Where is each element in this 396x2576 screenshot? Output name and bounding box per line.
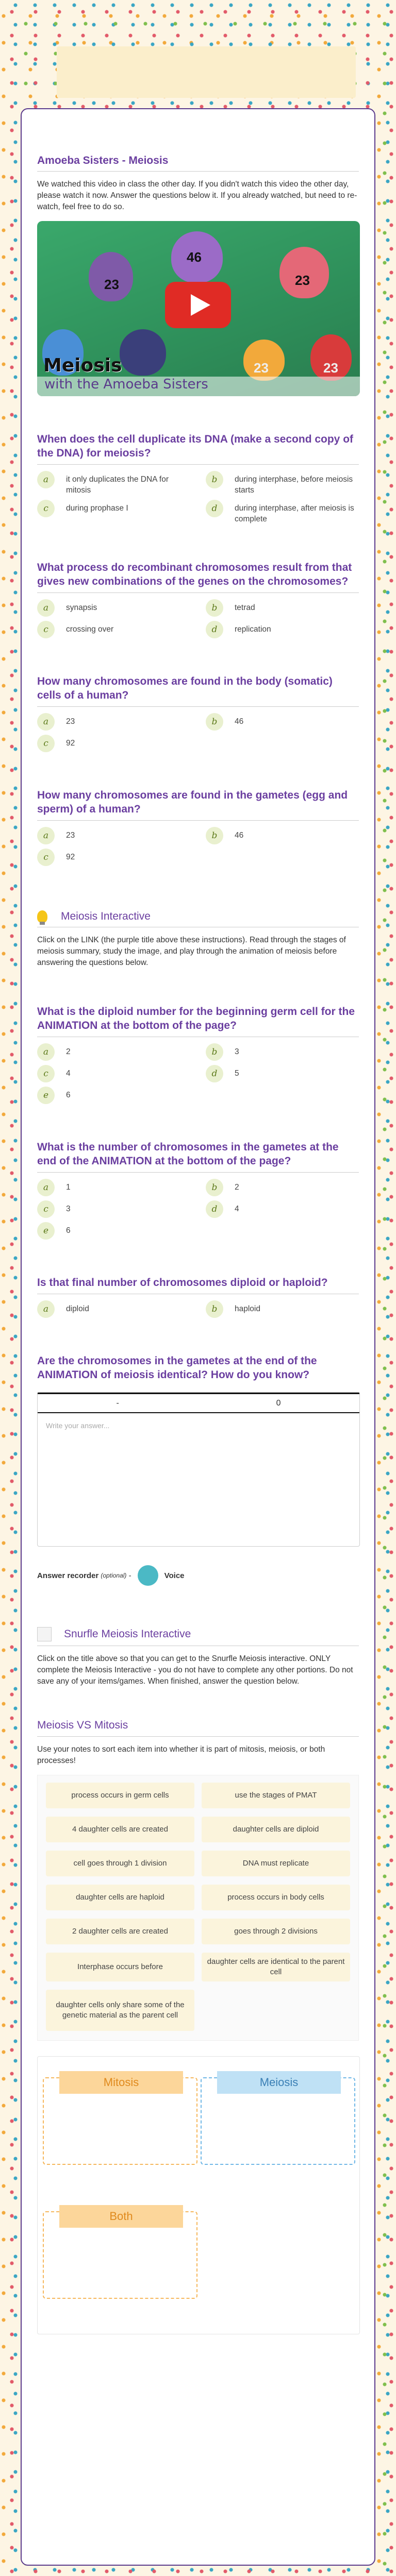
option-b[interactable] — [206, 474, 359, 496]
option-letter: a — [37, 1043, 55, 1061]
page-title: Amoeba Sisters - Meiosis — [37, 155, 169, 166]
question-divider — [37, 706, 359, 707]
amoeba-navy — [120, 329, 166, 376]
option-letter: a — [37, 1179, 55, 1196]
interactive-instructions: Click on the LINK (the purple title above these instructions). Read through the stages of meiosis summary, study the image, and play through the animation of meiosis before answering the questions below. — [37, 936, 346, 967]
option-text: tetrad — [235, 603, 255, 612]
sort-card[interactable]: daughter cells are identical to the parent cell — [202, 1953, 350, 1981]
video-subtitle: with the Amoeba Sisters — [37, 377, 360, 396]
question-7-options — [37, 1303, 359, 1318]
recorder-optional: (optional) — [101, 1572, 127, 1579]
option-a[interactable] — [37, 716, 190, 731]
question-3: How many chromosomes are found in the body (somatic) cells of a human? — [37, 675, 333, 701]
question-divider — [37, 464, 359, 465]
option-text: 5 — [235, 1069, 239, 1078]
recorder-label: Answer recorder — [37, 1571, 99, 1580]
option-b[interactable] — [206, 830, 359, 844]
option-text: 23 — [66, 831, 75, 840]
option-text: 4 — [66, 1069, 71, 1078]
sort-card[interactable]: 4 daughter cells are created — [46, 1817, 194, 1842]
video-label-23: 23 — [254, 360, 269, 376]
sorting-instructions: Use your notes to sort each item into whether it is part of mitosis, meiosis, or both processes! — [37, 1745, 325, 1765]
option-text: 23 — [66, 717, 75, 726]
video-label-46: 46 — [187, 249, 202, 265]
sort-card[interactable]: use the stages of PMAT — [202, 1783, 350, 1808]
header-ribbon — [57, 46, 356, 98]
option-text: haploid — [235, 1304, 260, 1313]
question-2-options — [37, 602, 359, 638]
header-banner — [0, 0, 396, 108]
sort-card[interactable]: DNA must replicate — [202, 1851, 350, 1876]
option-letter: c — [37, 735, 55, 752]
option-e[interactable] — [37, 1090, 190, 1104]
option-a[interactable] — [37, 830, 190, 844]
question-4: How many chromosomes are found in the gametes (egg and sperm) of a human? — [37, 789, 348, 815]
question-6-options — [37, 1182, 359, 1240]
sort-card[interactable]: process occurs in germ cells — [46, 1783, 194, 1808]
recorder-dash: - — [128, 1571, 131, 1580]
option-text: 46 — [235, 831, 244, 840]
editor-toolbar — [38, 1393, 359, 1413]
option-a[interactable] — [37, 1046, 190, 1061]
sorting-drop-area — [37, 2056, 360, 2334]
option-d[interactable] — [206, 624, 359, 638]
option-text: 6 — [66, 1226, 71, 1235]
record-button[interactable] — [138, 1565, 158, 1586]
lightbulb-icon — [37, 910, 47, 923]
option-text: 46 — [235, 717, 244, 726]
option-letter: c — [37, 500, 55, 517]
option-letter: b — [206, 1179, 223, 1196]
option-letter: d — [206, 1065, 223, 1082]
option-text: 92 — [66, 853, 75, 861]
question-8: Are the chromosomes in the gametes at the end of the ANIMATION of meiosis identical? How do you know? — [37, 1355, 317, 1381]
option-letter: b — [206, 471, 223, 488]
option-text: 2 — [66, 1047, 71, 1056]
meiosis-interactive-link[interactable] — [37, 910, 359, 923]
option-d[interactable] — [206, 1204, 359, 1218]
option-letter: c — [37, 621, 55, 638]
video-label-23: 23 — [323, 360, 338, 376]
option-c[interactable] — [37, 738, 190, 752]
sort-card[interactable]: daughter cells are diploid — [202, 1817, 350, 1842]
option-text: 2 — [235, 1183, 239, 1192]
question-divider — [37, 820, 359, 821]
option-letter: a — [37, 1300, 55, 1318]
option-text: replication — [235, 625, 271, 634]
question-2: What process do recombinant chromosomes result from that gives new combinations of the genes on the chromosomes? — [37, 562, 352, 587]
sort-card[interactable]: daughter cells are haploid — [46, 1885, 194, 1910]
option-letter: d — [206, 1200, 223, 1218]
option-b[interactable] — [206, 716, 359, 731]
question-1: When does the cell duplicate its DNA (make a second copy of the DNA) for meiosis? — [37, 433, 354, 459]
option-text: synapsis — [66, 603, 97, 612]
question-3-options — [37, 716, 359, 752]
sort-card[interactable]: daughter cells only share some of the genetic material as the parent cell — [46, 1990, 194, 2031]
option-letter: b — [206, 1300, 223, 1318]
option-text: during interphase, before meiosis starts — [235, 475, 353, 495]
question-6: What is the number of chromosomes in the gametes at the end of the ANIMATION at the bottom of the page? — [37, 1141, 339, 1167]
question-1-options — [37, 474, 359, 524]
option-e[interactable] — [37, 1225, 190, 1240]
option-c[interactable] — [37, 1068, 190, 1082]
option-a[interactable] — [37, 1303, 190, 1318]
drop-zone-mitosis[interactable] — [43, 2077, 197, 2165]
toolbar-minus-button[interactable]: - — [116, 1398, 119, 1408]
option-letter: c — [37, 1065, 55, 1082]
toolbar-counter[interactable]: 0 — [276, 1398, 281, 1408]
drop-zone-both[interactable] — [43, 2211, 197, 2299]
option-letter: c — [37, 1200, 55, 1218]
option-text: 92 — [66, 739, 75, 748]
option-c[interactable] — [37, 624, 190, 638]
option-text: 6 — [66, 1091, 71, 1099]
sort-card[interactable]: process occurs in body cells — [202, 1885, 350, 1910]
option-a[interactable] — [37, 1182, 190, 1196]
option-text: during interphase, after meiosis is complete — [235, 504, 354, 523]
option-text: 3 — [235, 1047, 239, 1056]
option-text: it only duplicates the DNA for mitosis — [66, 475, 169, 495]
option-text: 1 — [66, 1183, 71, 1192]
sort-card[interactable]: cell goes through 1 division — [46, 1851, 194, 1876]
option-letter: b — [206, 1043, 223, 1061]
option-letter: b — [206, 827, 223, 844]
option-letter: c — [37, 849, 55, 866]
option-d[interactable] — [206, 503, 359, 524]
question-divider — [37, 592, 359, 593]
option-b[interactable] — [206, 1303, 359, 1318]
question-7: Is that final number of chromosomes diploid or haploid? — [37, 1277, 328, 1289]
option-letter: a — [37, 599, 55, 617]
option-letter: b — [206, 713, 223, 731]
option-letter: a — [37, 827, 55, 844]
option-letter: b — [206, 599, 223, 617]
question-4-options — [37, 830, 359, 866]
question-5-options — [37, 1046, 359, 1104]
option-letter: d — [206, 621, 223, 638]
option-letter: e — [37, 1087, 55, 1104]
answer-recorder — [37, 1565, 359, 1586]
broken-image-icon — [37, 1627, 52, 1641]
option-b[interactable] — [206, 602, 359, 617]
video-label-23: 23 — [104, 277, 119, 292]
video-title: Meiosis — [43, 355, 122, 376]
zone-label: Mitosis — [59, 2071, 183, 2094]
title-divider — [37, 171, 359, 172]
sort-card[interactable]: 2 daughter cells are created — [46, 1919, 194, 1944]
question-divider — [37, 1172, 359, 1173]
zone-label: Both — [59, 2205, 183, 2228]
option-b[interactable] — [206, 1182, 359, 1196]
option-text: 3 — [66, 1205, 71, 1213]
play-icon[interactable] — [165, 282, 231, 328]
option-a[interactable] — [37, 602, 190, 617]
option-b[interactable] — [206, 1046, 359, 1061]
question-5: What is the diploid number for the beginning germ cell for the ANIMATION at the bottom of the page? — [37, 1006, 355, 1031]
section-title[interactable]: Meiosis Interactive — [61, 910, 151, 922]
sort-card[interactable]: Interphase occurs before — [46, 1953, 194, 1981]
option-c[interactable] — [37, 1204, 190, 1218]
option-a[interactable] — [37, 474, 190, 496]
option-letter: e — [37, 1222, 55, 1240]
option-letter: d — [206, 500, 223, 517]
sorting-card-bank — [37, 1775, 359, 2041]
sort-card[interactable]: goes through 2 divisions — [202, 1919, 350, 1944]
voice-label: Voice — [164, 1571, 185, 1580]
section-divider — [37, 1736, 359, 1737]
snurfle-instructions: Click on the title above so that you can get to the Snurfle Meiosis interactive. ONLY complete the Meiosis Interactive - you do not have to complete any other portions. Do not save any of your items/games. When finished, answer the question below. — [37, 1654, 353, 1686]
option-text: crossing over — [66, 625, 114, 634]
answer-placeholder[interactable]: Write your answer... — [46, 1421, 110, 1430]
zone-label: Meiosis — [217, 2071, 341, 2094]
intro-text: We watched this video in class the other day. If you didn't watch this video the other day, please watch it now. Answer the questions below it. If you already watched, but need to re-watch, feel free to do so. — [37, 180, 357, 211]
drop-zone-meiosis[interactable] — [201, 2077, 355, 2165]
question-block — [37, 432, 359, 866]
option-text: during prophase I — [66, 504, 128, 513]
worksheet-page — [21, 108, 375, 2566]
option-text: 4 — [235, 1205, 239, 1213]
option-c[interactable] — [37, 852, 190, 866]
sorting-title: Meiosis VS Mitosis — [37, 1719, 128, 1731]
option-letter: a — [37, 471, 55, 488]
section-title[interactable]: Snurfle Meiosis Interactive — [64, 1628, 191, 1640]
video-player[interactable] — [37, 221, 360, 396]
option-d[interactable] — [206, 1068, 359, 1082]
option-c[interactable] — [37, 503, 190, 524]
video-label-23: 23 — [295, 273, 310, 288]
answer-textarea[interactable] — [37, 1392, 360, 1547]
option-text: diploid — [66, 1304, 89, 1313]
option-letter: a — [37, 713, 55, 731]
snurfle-interactive-link[interactable] — [37, 1627, 359, 1641]
